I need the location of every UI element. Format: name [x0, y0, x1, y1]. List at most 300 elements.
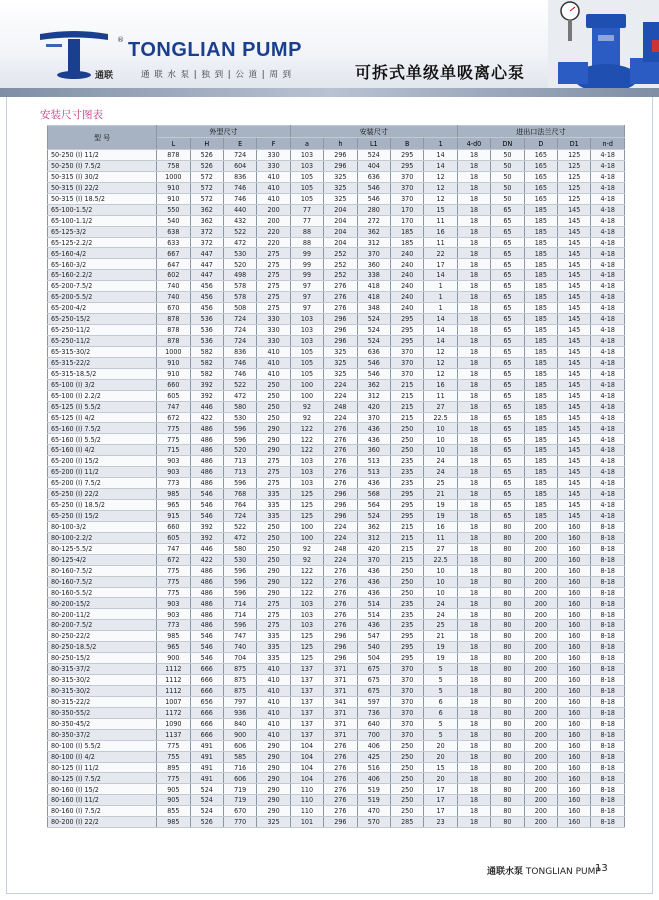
table-cell: 65: [491, 379, 524, 390]
table-cell: 4-18: [591, 489, 625, 500]
table-row: [48, 204, 625, 215]
table-cell: 92: [290, 543, 323, 554]
table-cell: 125: [290, 500, 323, 511]
table-cell: 4-18: [591, 510, 625, 521]
table-cell: 736: [357, 707, 390, 718]
table-cell: 604: [223, 160, 256, 171]
table-cell: 370: [390, 182, 423, 193]
table-cell: 65: [491, 325, 524, 336]
table-cell: 18: [457, 368, 490, 379]
table-cell: 27: [424, 543, 457, 554]
table-cell: 714: [223, 609, 256, 620]
table-cell: 250: [390, 445, 423, 456]
table-cell: 640: [357, 718, 390, 729]
table-row: [48, 642, 625, 653]
table-cell: 580: [223, 543, 256, 554]
table-cell: 18: [457, 423, 490, 434]
table-cell: 836: [223, 171, 256, 182]
table-cell: 8-18: [591, 751, 625, 762]
table-cell: 540: [357, 642, 390, 653]
table-cell: 508: [223, 303, 256, 314]
table-cell: 546: [190, 489, 223, 500]
table-cell: 160: [558, 609, 591, 620]
table-cell: 10: [424, 423, 457, 434]
table-cell: 185: [524, 357, 557, 368]
table-cell: 436: [357, 620, 390, 631]
table-cell: 370: [390, 707, 423, 718]
table-cell: 372: [190, 226, 223, 237]
table-cell: 456: [190, 303, 223, 314]
table-cell: 275: [257, 467, 290, 478]
model-cell: 80-315-30/2: [48, 685, 157, 696]
table-cell: 12: [424, 357, 457, 368]
table-cell: 564: [357, 500, 390, 511]
table-cell: 370: [357, 412, 390, 423]
table-cell: 546: [190, 500, 223, 511]
table-cell: 335: [257, 489, 290, 500]
table-cell: 103: [290, 478, 323, 489]
table-cell: 1: [424, 292, 457, 303]
table-cell: 836: [223, 346, 256, 357]
table-cell: 200: [524, 817, 557, 828]
table-cell: 65: [491, 237, 524, 248]
table-cell: 276: [324, 445, 357, 456]
table-cell: 276: [324, 456, 357, 467]
table-cell: 80: [491, 554, 524, 565]
table-cell: 296: [324, 160, 357, 171]
table-cell: 335: [257, 631, 290, 642]
table-cell: 276: [324, 806, 357, 817]
table-cell: 18: [457, 532, 490, 543]
table-cell: 103: [290, 325, 323, 336]
table-row: [48, 696, 625, 707]
table-cell: 410: [257, 707, 290, 718]
table-cell: 145: [558, 401, 591, 412]
table-cell: 296: [324, 631, 357, 642]
table-cell: 200: [524, 718, 557, 729]
table-cell: 520: [223, 445, 256, 456]
table-cell: 764: [223, 500, 256, 511]
model-cell: 65-125-2.2/2: [48, 237, 157, 248]
model-cell: 65-250-11/2: [48, 325, 157, 336]
installation-dimensions-table: [47, 125, 625, 828]
table-cell: 1112: [157, 675, 190, 686]
table-cell: 672: [157, 412, 190, 423]
table-cell: 540: [157, 215, 190, 226]
table-cell: 145: [558, 478, 591, 489]
table-cell: 8-18: [591, 696, 625, 707]
table-cell: 18: [457, 215, 490, 226]
table-row: [48, 784, 625, 795]
table-cell: 8-18: [591, 762, 625, 773]
table-cell: 250: [390, 762, 423, 773]
table-cell: 19: [424, 510, 457, 521]
model-cell: 80-160-5.5/2: [48, 587, 157, 598]
table-cell: 276: [324, 576, 357, 587]
table-cell: 200: [524, 576, 557, 587]
table-cell: 747: [157, 401, 190, 412]
model-cell: 65-200-4/2: [48, 303, 157, 314]
table-row: [48, 500, 625, 511]
table-cell: 335: [257, 500, 290, 511]
table-row: [48, 314, 625, 325]
table-cell: 65: [491, 510, 524, 521]
model-cell: 80-250-22/2: [48, 631, 157, 642]
table-cell: 675: [357, 685, 390, 696]
table-cell: 145: [558, 325, 591, 336]
table-cell: 18: [457, 762, 490, 773]
table-cell: 220: [257, 226, 290, 237]
table-cell: 250: [390, 423, 423, 434]
model-cell: 80-350-45/2: [48, 718, 157, 729]
brand-slogan: 通 联 水 泵 | 独 到 | 公 道 | 周 到: [141, 70, 293, 80]
table-cell: 524: [190, 784, 223, 795]
table-cell: 18: [457, 434, 490, 445]
table-cell: 200: [524, 707, 557, 718]
table-cell: 596: [223, 620, 256, 631]
table-row: [48, 620, 625, 631]
table-cell: 498: [223, 270, 256, 281]
table-cell: 536: [190, 314, 223, 325]
table-cell: 296: [324, 150, 357, 161]
table-cell: 660: [157, 521, 190, 532]
table-cell: 486: [190, 456, 223, 467]
table-cell: 602: [157, 270, 190, 281]
table-cell: 160: [558, 543, 591, 554]
model-cell: 80-200-11/2: [48, 609, 157, 620]
table-cell: 275: [257, 478, 290, 489]
section-title: 安装尺寸图表: [40, 109, 103, 121]
col-header: D1: [558, 138, 591, 150]
table-cell: 522: [223, 521, 256, 532]
table-cell: 582: [190, 346, 223, 357]
table-cell: 80: [491, 762, 524, 773]
table-cell: 715: [157, 445, 190, 456]
table-cell: 18: [457, 456, 490, 467]
table-cell: 65: [491, 478, 524, 489]
table-row: [48, 806, 625, 817]
table-cell: 580: [223, 401, 256, 412]
table-cell: 250: [390, 784, 423, 795]
table-row: [48, 631, 625, 642]
table-cell: 371: [324, 685, 357, 696]
table-cell: 296: [324, 489, 357, 500]
table-cell: 370: [390, 193, 423, 204]
table-cell: 371: [324, 707, 357, 718]
table-cell: 18: [457, 784, 490, 795]
col-header: a: [290, 138, 323, 150]
table-cell: 204: [324, 237, 357, 248]
table-cell: 724: [223, 150, 256, 161]
table-cell: 80: [491, 609, 524, 620]
table-cell: 145: [558, 292, 591, 303]
table-cell: 472: [223, 237, 256, 248]
table-cell: 18: [457, 412, 490, 423]
table-cell: 80: [491, 576, 524, 587]
table-cell: 1112: [157, 664, 190, 675]
table-cell: 240: [390, 303, 423, 314]
table-cell: 77: [290, 215, 323, 226]
table-cell: 296: [324, 314, 357, 325]
table-cell: 99: [290, 248, 323, 259]
col-header: E: [223, 138, 256, 150]
table-cell: 524: [357, 510, 390, 521]
table-cell: 160: [558, 707, 591, 718]
table-cell: 224: [324, 521, 357, 532]
table-cell: 200: [524, 631, 557, 642]
table-cell: 290: [257, 795, 290, 806]
table-cell: 746: [223, 182, 256, 193]
table-row: [48, 226, 625, 237]
table-cell: 185: [524, 467, 557, 478]
table-cell: 200: [524, 521, 557, 532]
table-cell: 27: [424, 401, 457, 412]
table-cell: 910: [157, 357, 190, 368]
table-cell: 290: [257, 565, 290, 576]
table-cell: 524: [357, 314, 390, 325]
table-cell: 773: [157, 620, 190, 631]
table-cell: 252: [324, 248, 357, 259]
model-cell: 80-200-7.5/2: [48, 620, 157, 631]
table-cell: 103: [290, 150, 323, 161]
table-cell: 80: [491, 718, 524, 729]
model-cell: 65-125 (I) 5.5/2: [48, 401, 157, 412]
table-cell: 755: [157, 751, 190, 762]
brand-name: TONGLIAN PUMP: [128, 39, 302, 61]
table-cell: 18: [457, 270, 490, 281]
table-cell: 77: [290, 204, 323, 215]
table-cell: 11: [424, 237, 457, 248]
table-cell: 80: [491, 521, 524, 532]
table-cell: 18: [457, 314, 490, 325]
table-cell: 746: [223, 368, 256, 379]
model-cell: 80-315-37/2: [48, 664, 157, 675]
table-cell: 4-18: [591, 401, 625, 412]
table-cell: 250: [390, 565, 423, 576]
model-cell: 65-250 (I) 18.5/2: [48, 500, 157, 511]
table-cell: 1172: [157, 707, 190, 718]
table-cell: 145: [558, 237, 591, 248]
table-cell: 1000: [157, 171, 190, 182]
col-header: n-d: [591, 138, 625, 150]
table-cell: 572: [190, 171, 223, 182]
table-cell: 200: [524, 598, 557, 609]
table-cell: 8-18: [591, 784, 625, 795]
table-cell: 110: [290, 784, 323, 795]
table-cell: 145: [558, 445, 591, 456]
table-row: [48, 489, 625, 500]
table-cell: 252: [324, 270, 357, 281]
table-cell: 275: [257, 620, 290, 631]
col-header: 4-d0: [457, 138, 490, 150]
table-cell: 8-18: [591, 598, 625, 609]
table-cell: 240: [390, 248, 423, 259]
table-cell: 170: [390, 215, 423, 226]
table-cell: 248: [324, 543, 357, 554]
table-cell: 204: [324, 226, 357, 237]
table-row: [48, 303, 625, 314]
table-cell: 20: [424, 751, 457, 762]
table-cell: 137: [290, 729, 323, 740]
model-cell: 80-350-37/2: [48, 729, 157, 740]
model-cell: 65-200-5.5/2: [48, 292, 157, 303]
table-cell: 290: [257, 784, 290, 795]
table-cell: 275: [257, 248, 290, 259]
table-row: [48, 773, 625, 784]
table-cell: 636: [357, 171, 390, 182]
table-cell: 4-18: [591, 423, 625, 434]
table-cell: 410: [257, 685, 290, 696]
table-cell: 456: [190, 281, 223, 292]
table-cell: 276: [324, 292, 357, 303]
table-cell: 204: [324, 204, 357, 215]
table-cell: 160: [558, 817, 591, 828]
table-row: [48, 368, 625, 379]
table-cell: 4-18: [591, 335, 625, 346]
table-cell: 250: [390, 587, 423, 598]
table-cell: 1: [424, 281, 457, 292]
table-cell: 295: [390, 500, 423, 511]
table-row: [48, 609, 625, 620]
table-cell: 215: [390, 521, 423, 532]
table-cell: 185: [524, 248, 557, 259]
table-row: [48, 653, 625, 664]
table-cell: 530: [223, 248, 256, 259]
table-cell: 362: [190, 204, 223, 215]
model-cell: 80-100-2.2/2: [48, 532, 157, 543]
table-cell: 295: [390, 150, 423, 161]
table-cell: 370: [390, 357, 423, 368]
table-cell: 436: [357, 434, 390, 445]
table-cell: 14: [424, 160, 457, 171]
table-cell: 280: [357, 204, 390, 215]
table-cell: 524: [357, 150, 390, 161]
table-cell: 425: [357, 751, 390, 762]
table-row: [48, 510, 625, 521]
table-cell: 447: [190, 248, 223, 259]
table-cell: 165: [524, 160, 557, 171]
table-cell: 24: [424, 456, 457, 467]
table-cell: 878: [157, 314, 190, 325]
table-cell: 4-18: [591, 412, 625, 423]
table-cell: 16: [424, 379, 457, 390]
model-cell: 80-125 (I) 11/2: [48, 762, 157, 773]
table-cell: 17: [424, 784, 457, 795]
table-cell: 18: [457, 325, 490, 336]
table-cell: 338: [357, 270, 390, 281]
table-cell: 605: [157, 532, 190, 543]
table-cell: 436: [357, 576, 390, 587]
table-cell: 572: [190, 182, 223, 193]
table-cell: 295: [390, 489, 423, 500]
table-cell: 740: [157, 292, 190, 303]
table-cell: 145: [558, 215, 591, 226]
table-cell: 22.5: [424, 412, 457, 423]
model-cell: 80-160 (I) 15/2: [48, 784, 157, 795]
table-cell: 17: [424, 806, 457, 817]
table-cell: 8-18: [591, 521, 625, 532]
table-cell: 4-18: [591, 456, 625, 467]
table-cell: 371: [324, 718, 357, 729]
table-cell: 418: [357, 292, 390, 303]
table-cell: 18: [457, 565, 490, 576]
table-cell: 125: [290, 653, 323, 664]
table-cell: 8-18: [591, 543, 625, 554]
table-cell: 10: [424, 434, 457, 445]
table-cell: 100: [290, 532, 323, 543]
table-cell: 21: [424, 631, 457, 642]
table-cell: 470: [357, 806, 390, 817]
table-cell: 18: [457, 445, 490, 456]
table-cell: 420: [357, 401, 390, 412]
col-header: L1: [357, 138, 390, 150]
table-cell: 325: [324, 357, 357, 368]
table-cell: 666: [190, 685, 223, 696]
table-cell: 252: [324, 259, 357, 270]
table-cell: 105: [290, 193, 323, 204]
table-row: [48, 150, 625, 161]
table-cell: 526: [190, 817, 223, 828]
table-cell: 4-18: [591, 182, 625, 193]
table-cell: 185: [524, 226, 557, 237]
table-cell: 18: [457, 401, 490, 412]
table-cell: 235: [390, 478, 423, 489]
table-cell: 8-18: [591, 653, 625, 664]
table-row: [48, 664, 625, 675]
table-cell: 296: [324, 653, 357, 664]
table-cell: 137: [290, 685, 323, 696]
table-cell: 855: [157, 806, 190, 817]
table-cell: 295: [390, 642, 423, 653]
table-cell: 65: [491, 215, 524, 226]
table-cell: 895: [157, 762, 190, 773]
table-row: [48, 171, 625, 182]
table-cell: 250: [390, 806, 423, 817]
table-cell: 19: [424, 500, 457, 511]
table-cell: 276: [324, 598, 357, 609]
table-cell: 145: [558, 412, 591, 423]
table-cell: 486: [190, 434, 223, 445]
table-cell: 325: [257, 817, 290, 828]
table-cell: 370: [390, 675, 423, 686]
model-cell: 65-160 (I) 7.5/2: [48, 423, 157, 434]
model-cell: 65-100-1.1/2: [48, 215, 157, 226]
table-cell: 647: [157, 259, 190, 270]
table-cell: 1112: [157, 685, 190, 696]
table-cell: 145: [558, 456, 591, 467]
table-cell: 18: [457, 817, 490, 828]
table-cell: 200: [524, 696, 557, 707]
table-cell: 8-18: [591, 576, 625, 587]
table-cell: 370: [357, 554, 390, 565]
table-cell: 12: [424, 182, 457, 193]
table-cell: 903: [157, 609, 190, 620]
table-cell: 513: [357, 456, 390, 467]
table-cell: 8-18: [591, 532, 625, 543]
table-cell: 290: [257, 587, 290, 598]
table-cell: 724: [223, 510, 256, 521]
table-cell: 536: [190, 335, 223, 346]
table-cell: 596: [223, 587, 256, 598]
table-cell: 910: [157, 193, 190, 204]
table-cell: 330: [257, 325, 290, 336]
model-cell: 65-200 (I) 15/2: [48, 456, 157, 467]
table-cell: 80: [491, 543, 524, 554]
model-cell: 80-200 (I) 22/2: [48, 817, 157, 828]
table-cell: 235: [390, 467, 423, 478]
table-cell: 410: [257, 696, 290, 707]
table-cell: 80: [491, 729, 524, 740]
